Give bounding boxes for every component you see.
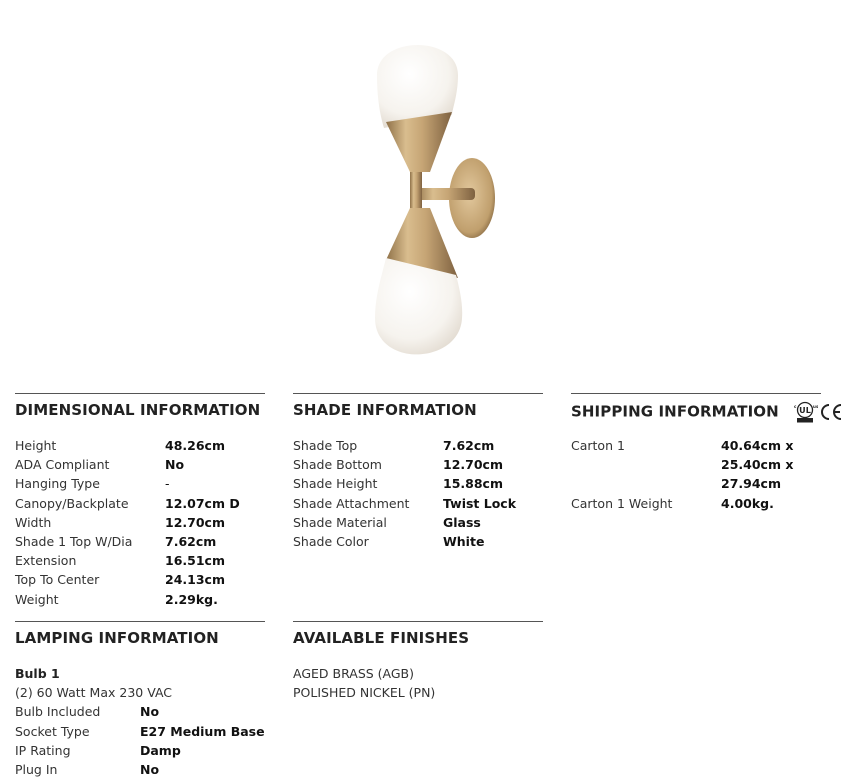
spec-label: Extension bbox=[15, 553, 77, 569]
spec-label: Socket Type bbox=[15, 723, 90, 739]
spec-value: Twist Lock bbox=[443, 495, 517, 511]
spec-row bbox=[293, 513, 543, 532]
spec-label: Weight bbox=[15, 591, 59, 607]
spec-row bbox=[15, 513, 265, 532]
certifications bbox=[792, 401, 842, 423]
spec-row bbox=[15, 570, 265, 589]
spec-row bbox=[293, 474, 543, 493]
spec-label: Bulb Included bbox=[15, 704, 101, 720]
divider bbox=[293, 621, 543, 622]
shipping-section bbox=[571, 393, 842, 513]
ce-mark-icon bbox=[818, 402, 842, 422]
spec-row bbox=[15, 551, 265, 570]
spec-value: 12.70cm bbox=[443, 457, 503, 473]
spec-label: IP Rating bbox=[15, 742, 71, 758]
section-title bbox=[571, 401, 842, 423]
product-image bbox=[360, 20, 510, 365]
spec-label: Shade Top bbox=[293, 438, 358, 453]
spec-row bbox=[15, 455, 265, 474]
spec-value: 15.88cm bbox=[443, 476, 503, 492]
spec-value: 16.51cm bbox=[165, 553, 225, 569]
lamping-section bbox=[15, 621, 265, 779]
svg-text:us: us bbox=[813, 404, 819, 409]
divider bbox=[293, 393, 543, 394]
spec-label: Height bbox=[15, 438, 57, 453]
spec-row bbox=[15, 741, 265, 760]
spec-label: Carton 1 bbox=[571, 438, 625, 453]
spec-table bbox=[15, 436, 265, 609]
bulb-spec: (2) 60 Watt Max 230 VAC bbox=[15, 685, 173, 701]
spec-value: Damp bbox=[140, 742, 181, 758]
top-cone-shape bbox=[386, 112, 452, 172]
divider bbox=[15, 393, 265, 394]
section-title: LAMPING INFORMATION bbox=[15, 629, 219, 647]
spec-row bbox=[571, 494, 842, 513]
spec-row bbox=[293, 494, 543, 513]
spec-row bbox=[15, 702, 265, 721]
divider bbox=[15, 621, 265, 622]
section-title: AVAILABLE FINISHES bbox=[293, 629, 470, 647]
spec-label: Shade 1 Top W/Dia bbox=[15, 534, 133, 550]
svg-text:c: c bbox=[794, 404, 797, 409]
spec-row bbox=[15, 494, 265, 513]
spec-row bbox=[15, 436, 265, 455]
spec-label: Shade Material bbox=[293, 514, 387, 530]
spec-row bbox=[571, 436, 842, 494]
spec-row bbox=[15, 532, 265, 551]
spec-label: Shade Color bbox=[293, 534, 369, 550]
ul-listed-icon bbox=[792, 401, 818, 423]
spec-row bbox=[15, 590, 265, 609]
spec-row bbox=[293, 532, 543, 551]
finish-item: AGED BRASS (AGB) bbox=[293, 666, 415, 681]
bulb-heading: Bulb 1 bbox=[15, 666, 60, 681]
spec-label: Hanging Type bbox=[15, 476, 100, 492]
spec-value: 7.62cm bbox=[443, 438, 495, 453]
spec-value: No bbox=[140, 704, 160, 720]
spec-row bbox=[293, 436, 543, 455]
spec-value: 4.00kg. bbox=[721, 495, 774, 511]
spec-row bbox=[15, 760, 265, 779]
shade-section bbox=[293, 393, 543, 551]
spec-value: 12.07cm D bbox=[165, 495, 240, 511]
section-title: SHADE INFORMATION bbox=[293, 401, 477, 419]
spec-value: - bbox=[165, 476, 170, 492]
spec-label: Width bbox=[15, 514, 52, 530]
finishes-section bbox=[293, 621, 543, 702]
spec-value: 48.26cm bbox=[165, 438, 225, 453]
spec-label: Carton 1 Weight bbox=[571, 495, 673, 511]
spec-value: 12.70cm bbox=[165, 514, 225, 530]
svg-text:UL: UL bbox=[799, 406, 812, 415]
divider bbox=[571, 393, 821, 394]
spec-label: Shade Attachment bbox=[293, 495, 410, 511]
section-title-text: SHIPPING INFORMATION bbox=[571, 402, 779, 421]
arm-shape bbox=[415, 188, 475, 200]
spec-label: Shade Bottom bbox=[293, 457, 382, 473]
spec-value: No bbox=[165, 457, 185, 473]
spec-value: 40.64cm x 25.40cm x 27.94cm bbox=[721, 438, 794, 492]
spec-value: No bbox=[140, 762, 160, 778]
section-title: DIMENSIONAL INFORMATION bbox=[15, 401, 261, 419]
spec-row bbox=[293, 455, 543, 474]
spec-table bbox=[571, 436, 842, 513]
spec-value: Glass bbox=[443, 514, 481, 530]
spec-label: Plug In bbox=[15, 762, 58, 778]
spec-value: 7.62cm bbox=[165, 534, 217, 550]
spec-label: ADA Compliant bbox=[15, 457, 110, 473]
dimensional-section bbox=[15, 393, 265, 609]
spec-value: 24.13cm bbox=[165, 572, 225, 588]
finish-item: POLISHED NICKEL (PN) bbox=[293, 685, 436, 701]
spec-label: Shade Height bbox=[293, 476, 378, 492]
spec-label: Canopy/Backplate bbox=[15, 495, 129, 511]
spec-label: Top To Center bbox=[15, 572, 100, 588]
spec-row bbox=[15, 474, 265, 493]
spec-table bbox=[293, 436, 543, 551]
spec-row bbox=[15, 722, 265, 741]
spec-value: 2.29kg. bbox=[165, 591, 218, 607]
spec-value: White bbox=[443, 534, 485, 550]
spec-value: E27 Medium Base bbox=[140, 723, 265, 739]
